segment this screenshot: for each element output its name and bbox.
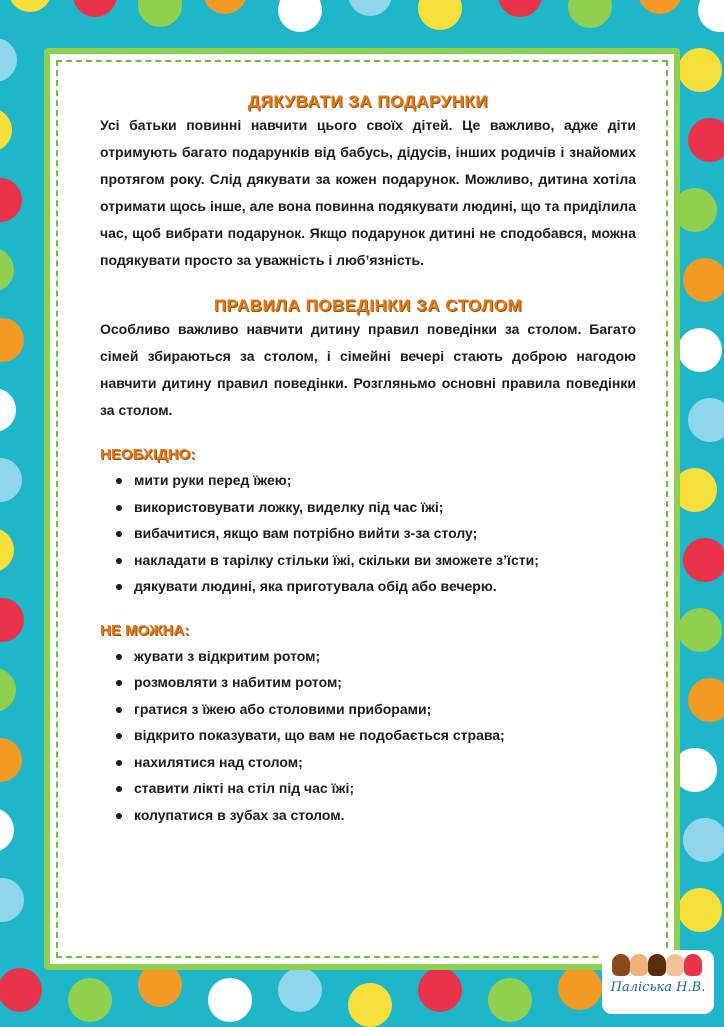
polka-dot — [688, 398, 724, 442]
polka-dot — [203, 0, 247, 14]
polka-dot — [678, 328, 722, 372]
polka-dot — [678, 608, 722, 652]
polka-dot — [638, 0, 682, 14]
polka-dot — [0, 808, 14, 852]
content-card — [44, 48, 680, 970]
polka-dot — [0, 598, 24, 642]
section-title-table-manners: ПРАВИЛА ПОВЕДІНКИ ЗА СТОЛОМ — [213, 296, 523, 315]
polka-dot — [0, 528, 14, 572]
must-heading: НЕОБХІДНО: — [100, 446, 196, 463]
list-item: нахилятися над столом; — [100, 749, 636, 776]
polka-dot — [73, 0, 117, 17]
polka-dot — [0, 318, 24, 362]
list-item: ставити лікті на стіл під час їжі; — [100, 775, 636, 802]
polka-dot — [683, 258, 724, 302]
polka-dot — [0, 668, 16, 712]
polka-dot — [0, 458, 22, 502]
polka-dot — [208, 978, 252, 1022]
polka-dot — [418, 968, 462, 1012]
polka-dot — [688, 678, 724, 722]
polka-dot — [418, 0, 462, 30]
polka-dot — [0, 108, 12, 152]
polka-dot — [568, 0, 612, 28]
mustnot-list — [100, 643, 636, 829]
polka-dot — [0, 248, 14, 292]
polka-dot — [0, 388, 16, 432]
list-item: використовувати ложку, виделку під час їжі; — [100, 494, 636, 521]
polka-dot — [0, 38, 17, 82]
list-item: відкрито показувати, що вам не подобається страва; — [100, 722, 636, 749]
list-item: вибачитися, якщо вам потрібно вийти з-за столу; — [100, 520, 636, 547]
polka-dot — [488, 978, 532, 1022]
polka-dot — [0, 738, 22, 782]
children-illustration-icon — [612, 954, 704, 978]
author-signature: Паліська Н.В. — [610, 980, 706, 995]
polka-dot — [278, 968, 322, 1012]
list-item: мити руки перед їжею; — [100, 467, 636, 494]
mustnot-heading: НЕ МОЖНА: — [100, 621, 190, 639]
polka-dot — [68, 978, 112, 1022]
polka-dot — [678, 888, 722, 932]
polka-dot — [348, 983, 392, 1027]
polka-dot — [688, 118, 724, 162]
author-logo — [602, 950, 714, 1014]
must-list — [100, 467, 636, 600]
list-item: гратися з їжею або столовими приборами; — [100, 696, 636, 723]
list-item: дякувати людині, яка приготувала обід або вечерю. — [100, 573, 636, 600]
polka-dot — [348, 0, 392, 16]
card-content — [100, 92, 636, 828]
polka-dot — [0, 178, 22, 222]
polka-dot — [0, 968, 42, 1012]
polka-dot — [0, 878, 24, 922]
list-item: розмовляти з набитим ротом; — [100, 669, 636, 696]
polka-dot — [8, 0, 52, 12]
polka-dot — [278, 0, 322, 32]
polka-dot — [498, 0, 542, 17]
polka-dot — [698, 0, 724, 32]
list-item: накладати в тарілку стільки їжі, скільки ви зможете з’їсти; — [100, 547, 636, 574]
paragraph-gifts: Усі батьки повинні навчити цього своїх дітей. Це важливо, адже діти отримують багато подарунків від бабусь, дідусів, інших родичів і знайомих протягом року. Слід дякувати за кожен подарунок. Можливо, дитина хотіла отримати щось інше, але вона повинна подякувати людині, що та приділила час, щоб вибрати подарунок. Якщо подарунок дитині не сподобався, можна подякувати просто за уважність і люб’язність. — [100, 117, 636, 268]
paragraph-table-manners: Особливо важливо навчити дитину правил поведінки за столом. Багато сімей збираються за столом, і сімейні вечері стають доброю нагодою навчити дитину правил поведінки. Розгляньмо основні правила поведінки за столом. — [100, 321, 636, 418]
polka-dot — [678, 48, 722, 92]
list-item: жувати з відкритим ротом; — [100, 643, 636, 670]
list-item: колупатися в зубах за столом. — [100, 802, 636, 829]
polka-dot — [683, 538, 724, 582]
section-title-gifts: ДЯКУВАТИ ЗА ПОДАРУНКИ — [247, 92, 489, 111]
polka-dot — [683, 818, 724, 862]
polka-dot — [558, 966, 602, 1010]
polka-dot — [138, 0, 182, 27]
